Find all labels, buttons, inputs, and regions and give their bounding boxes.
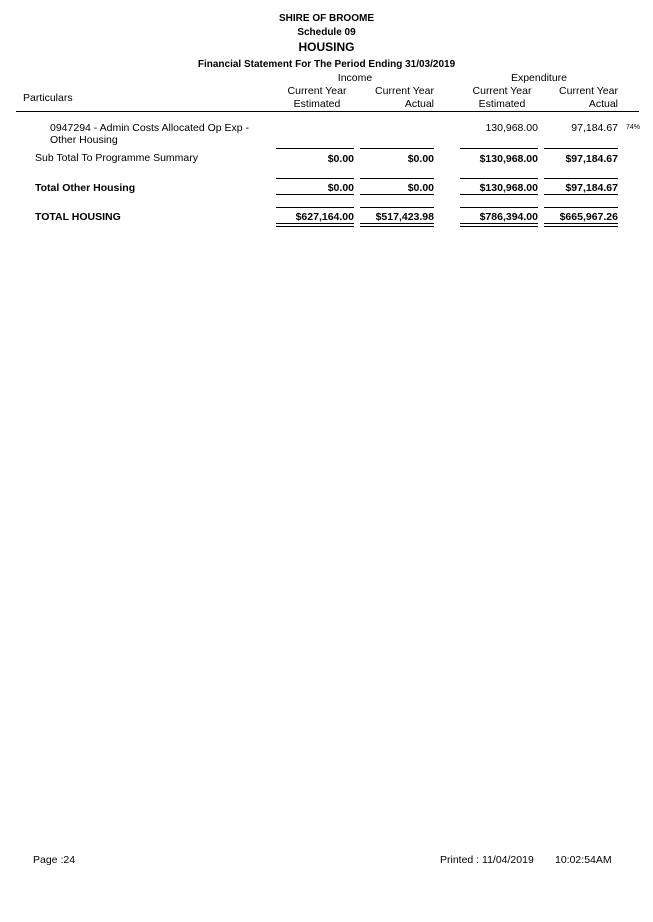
total-housing-rule-3	[460, 207, 538, 208]
expenditure-actual-heading	[549, 85, 618, 111]
total-housing-label: TOTAL HOUSING	[35, 211, 121, 223]
total-other-underline-4	[544, 194, 618, 195]
total-housing-income-estimated: $627,164.00	[295, 211, 354, 223]
subtotal-expenditure-actual: $97,184.67	[565, 153, 618, 165]
printed-date: Printed : 11/04/2019	[440, 854, 534, 866]
income-estimated-heading-line1: Current Year	[287, 85, 347, 97]
total-other-income-actual: $0.00	[407, 182, 434, 194]
subtotal-income-estimated: $0.00	[327, 153, 354, 165]
income-actual-heading-line1: Current Year	[375, 85, 434, 97]
total-housing-underline-4	[544, 223, 618, 224]
total-housing-double-underline-2	[360, 226, 434, 227]
income-actual-heading-line2: Actual	[404, 98, 434, 110]
subtotal-income-actual: $0.00	[407, 153, 434, 165]
total-housing-income-actual: $517,423.98	[375, 211, 434, 223]
subtotal-rule-4	[544, 148, 618, 149]
expenditure-actual-heading-line1: Current Year	[559, 85, 618, 97]
line-item-expenditure-actual: 97,184.67	[571, 122, 618, 134]
line-item-percent: 74%	[626, 124, 641, 131]
total-other-expenditure-estimated: $130,968.00	[479, 182, 538, 194]
schedule-number: Schedule 09	[297, 27, 356, 38]
total-housing-underline-3	[460, 223, 538, 224]
total-housing-rule-4	[544, 207, 618, 208]
total-housing-double-underline-4	[544, 226, 618, 227]
total-housing-double-underline-3	[460, 226, 538, 227]
total-housing-expenditure-estimated: $786,394.00	[479, 211, 538, 223]
subtotal-rule-2	[360, 148, 434, 149]
total-other-expenditure-actual: $97,184.67	[565, 182, 618, 194]
total-other-income-estimated: $0.00	[327, 182, 354, 194]
total-other-rule-4	[544, 178, 618, 179]
header-divider	[16, 111, 639, 112]
page-number: Page :24	[33, 854, 76, 866]
subtotal-rule-3	[460, 148, 538, 149]
total-other-housing-label: Total Other Housing	[35, 182, 136, 194]
total-housing-expenditure-actual: $665,967.26	[559, 211, 618, 223]
total-housing-rule-2	[360, 207, 434, 208]
subtotal-label: Sub Total To Programme Summary	[35, 152, 199, 164]
total-other-rule-3	[460, 178, 538, 179]
total-other-underline-2	[360, 194, 434, 195]
organisation-name: SHIRE OF BROOME	[278, 13, 374, 24]
particulars-heading: Particulars	[23, 92, 73, 104]
total-other-underline-1	[276, 194, 354, 195]
income-estimated-heading-line2: Estimated	[293, 98, 341, 110]
total-other-rule-2	[360, 178, 434, 179]
total-other-rule-1	[276, 178, 354, 179]
expenditure-actual-heading-line2: Actual	[588, 98, 618, 110]
total-housing-underline-2	[360, 223, 434, 224]
total-housing-double-underline-1	[276, 226, 354, 227]
income-group-heading: Income	[337, 72, 373, 84]
expenditure-estimated-heading-line2: Estimated	[478, 98, 526, 110]
total-other-underline-3	[460, 194, 538, 195]
subtotal-rule-1	[276, 148, 354, 149]
total-housing-rule-1	[276, 207, 354, 208]
printed-time: 10:02:54AM	[555, 854, 612, 866]
income-actual-heading	[365, 85, 434, 111]
line-item-description-line1: 0947294 - Admin Costs Allocated Op Exp -	[50, 122, 250, 134]
expenditure-estimated-heading	[465, 85, 539, 111]
report-period: Financial Statement For The Period Ending 31/03/2019	[197, 59, 456, 70]
line-item-description-line2: Other Housing	[50, 134, 118, 146]
line-item-expenditure-estimated: 130,968.00	[485, 122, 538, 134]
expenditure-estimated-heading-line1: Current Year	[472, 85, 532, 97]
section-title: HOUSING	[298, 40, 355, 54]
income-estimated-heading	[280, 85, 354, 111]
subtotal-expenditure-estimated: $130,968.00	[479, 153, 538, 165]
total-housing-underline-1	[276, 223, 354, 224]
expenditure-group-heading: Expenditure	[510, 72, 568, 84]
